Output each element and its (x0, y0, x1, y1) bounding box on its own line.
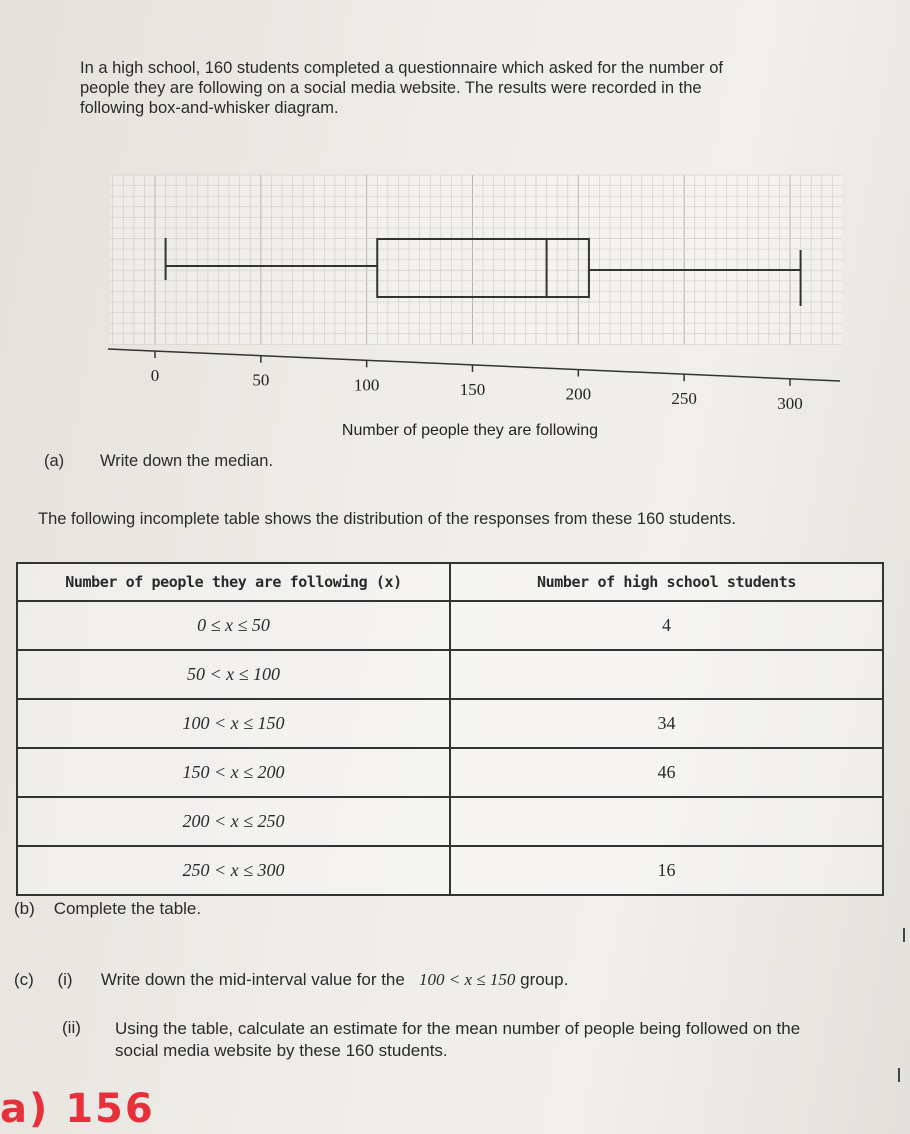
margin-mark (898, 1068, 900, 1082)
question-c-i-interval: 100 < x ≤ 150 (419, 970, 516, 989)
table-row (17, 699, 883, 748)
interval-cell: 0 ≤ x ≤ 50 (17, 601, 450, 650)
question-c-i (14, 970, 568, 990)
table-header-row (17, 563, 883, 601)
table-row (17, 601, 883, 650)
count-cell[interactable] (450, 797, 883, 846)
question-b-text: Complete the table. (53, 899, 202, 918)
question-c-ii-label: (ii) (62, 1018, 81, 1037)
intro-line-3: following box-and-whisker diagram. (80, 99, 339, 117)
count-cell[interactable]: 46 (450, 748, 883, 797)
x-tick-label: 150 (459, 379, 486, 399)
interval-cell: 250 < x ≤ 300 (17, 846, 450, 895)
x-tick-label: 50 (252, 370, 270, 390)
table-row (17, 748, 883, 797)
question-c-i-suffix: group. (520, 970, 569, 989)
handwritten-answer: a) 156 (0, 1086, 155, 1132)
table-row (17, 846, 883, 895)
x-axis-label: Number of people they are following (341, 422, 599, 439)
question-b (14, 899, 201, 919)
x-tick-label: 0 (150, 366, 160, 386)
box-and-whisker-diagram (100, 155, 850, 455)
x-tick-label: 300 (777, 393, 803, 413)
distribution-table (16, 562, 884, 896)
x-tick-label: 200 (565, 384, 592, 404)
question-c-i-text: Write down the mid-interval value for the (100, 970, 405, 989)
count-cell[interactable]: 4 (450, 601, 883, 650)
question-a-label: (a) (44, 452, 65, 470)
header-interval: Number of people they are following (x) (17, 563, 450, 601)
x-tick-label: 100 (353, 375, 380, 395)
interval-cell: 50 < x ≤ 100 (17, 650, 450, 699)
count-cell[interactable]: 34 (450, 699, 883, 748)
question-c-ii-text: Using the table, calculate an estimate for the mean number of people being followed on the social media website by these 160 students. (115, 1019, 801, 1060)
question-c-label: (c) (14, 970, 34, 989)
intro-line-1: In a high school, 160 students completed a questionnaire which asked for the number of (80, 59, 723, 77)
interval-cell: 100 < x ≤ 150 (17, 699, 450, 748)
question-a-text: Write down the median. (100, 452, 274, 470)
count-cell[interactable]: 16 (450, 846, 883, 895)
count-cell[interactable] (450, 650, 883, 699)
table-row (17, 797, 883, 846)
question-b-label: (b) (14, 899, 35, 918)
interval-cell: 150 < x ≤ 200 (17, 748, 450, 797)
table-intro: The following incomplete table shows the distribution of the responses from these 160 students. (38, 510, 736, 528)
header-count: Number of high school students (450, 563, 883, 601)
question-c-i-label: (i) (57, 970, 73, 989)
x-tick-label: 250 (671, 389, 697, 409)
intro-line-2: people they are following on a social media website. The results were recorded in the (80, 79, 702, 97)
margin-mark (903, 928, 905, 942)
intro-text (80, 58, 870, 118)
x-axis (108, 349, 840, 381)
question-a (44, 452, 273, 471)
table-row (17, 650, 883, 699)
interval-cell: 200 < x ≤ 250 (17, 797, 450, 846)
